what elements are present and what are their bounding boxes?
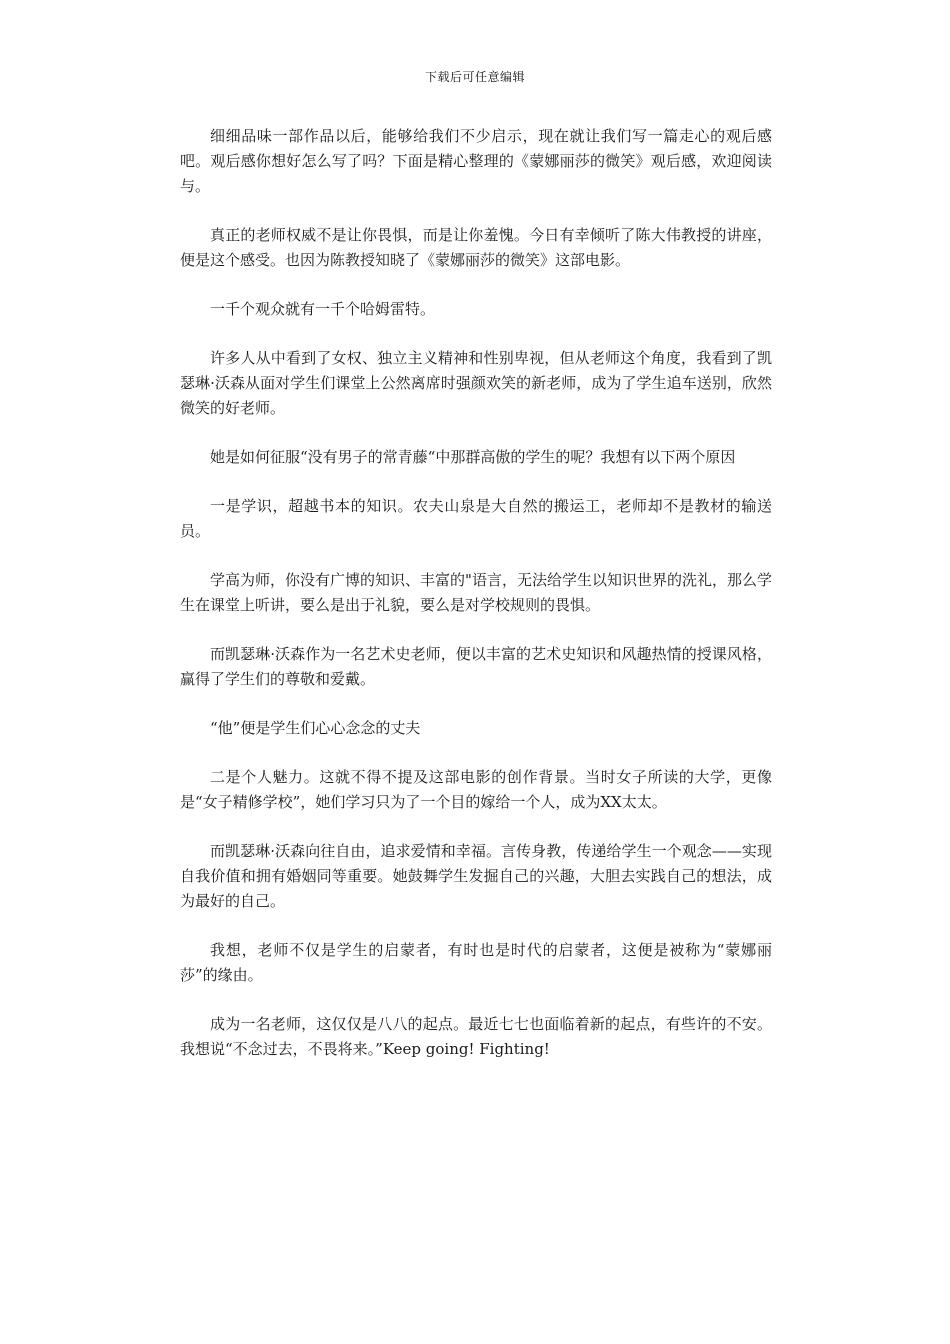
page-header: 下载后可任意编辑 [424, 70, 525, 84]
paragraph: 而凯瑟琳·沃森作为一名艺术史老师，便以丰富的艺术史知识和风趣热情的授课风格，赢得了学生们的尊敬和爱戴。 [180, 645, 772, 688]
document-body [180, 124, 772, 1086]
paragraph: 而凯瑟琳·沃森向往自由，追求爱情和幸福。言传身教，传递给学生一个观念——实现自我价值和拥有婚姻同等重要。她鼓舞学生发掘自己的兴趣，大胆去实践自己的想法，成为最好的自己。 [180, 842, 772, 910]
paragraph: 成为一名老师，这仅仅是八八的起点。最近七七也面临着新的起点，有些许的不安。我想说“不念过去，不畏将来。”Keep going! Fighting! [180, 1015, 772, 1058]
paragraph: 细细品味一部作品以后，能够给我们不少启示，现在就让我们写一篇走心的观后感吧。观后感你想好怎么写了吗？下面是精心整理的《蒙娜丽莎的微笑》观后感，欢迎阅读与。 [180, 127, 772, 195]
paragraph: 二是个人魅力。这就不得不提及这部电影的创作背景。当时女子所读的大学，更像是“女子精修学校”，她们学习只为了一个目的嫁给一个人，成为XX太太。 [180, 768, 772, 811]
paragraph: 我想，老师不仅是学生的启蒙者，有时也是时代的启蒙者，这便是被称为“蒙娜丽莎”的缘由。 [180, 941, 772, 984]
paragraph: 真正的老师权威不是让你畏惧，而是让你羞愧。今日有幸倾听了陈大伟教授的讲座，便是这个感受。也因为陈教授知晓了《蒙娜丽莎的微笑》这部电影。 [180, 226, 772, 269]
paragraph: 许多人从中看到了女权、独立主义精神和性别卑视，但从老师这个角度，我看到了凯瑟琳·沃森从面对学生们课堂上公然离席时强颜欢笑的新老师，成为了学生追车送别，欣然微笑的好老师。 [180, 349, 772, 417]
paragraph: 学高为师，你没有广博的知识、丰富的"语言，无法给学生以知识世界的洗礼，那么学生在课堂上听讲，要么是出于礼貌，要么是对学校规则的畏惧。 [180, 571, 772, 614]
paragraph: 一千个观众就有一千个哈姆雷特。 [210, 300, 436, 318]
paragraph: 一是学识，超越书本的知识。农夫山泉是大自然的搬运工，老师却不是教材的输送员。 [180, 497, 772, 540]
paragraph: 她是如何征服“没有男子的常青藤“中那群高傲的学生的呢？我想有以下两个原因 [210, 448, 736, 466]
paragraph: “他”便是学生们心心念念的丈夫 [210, 719, 421, 737]
